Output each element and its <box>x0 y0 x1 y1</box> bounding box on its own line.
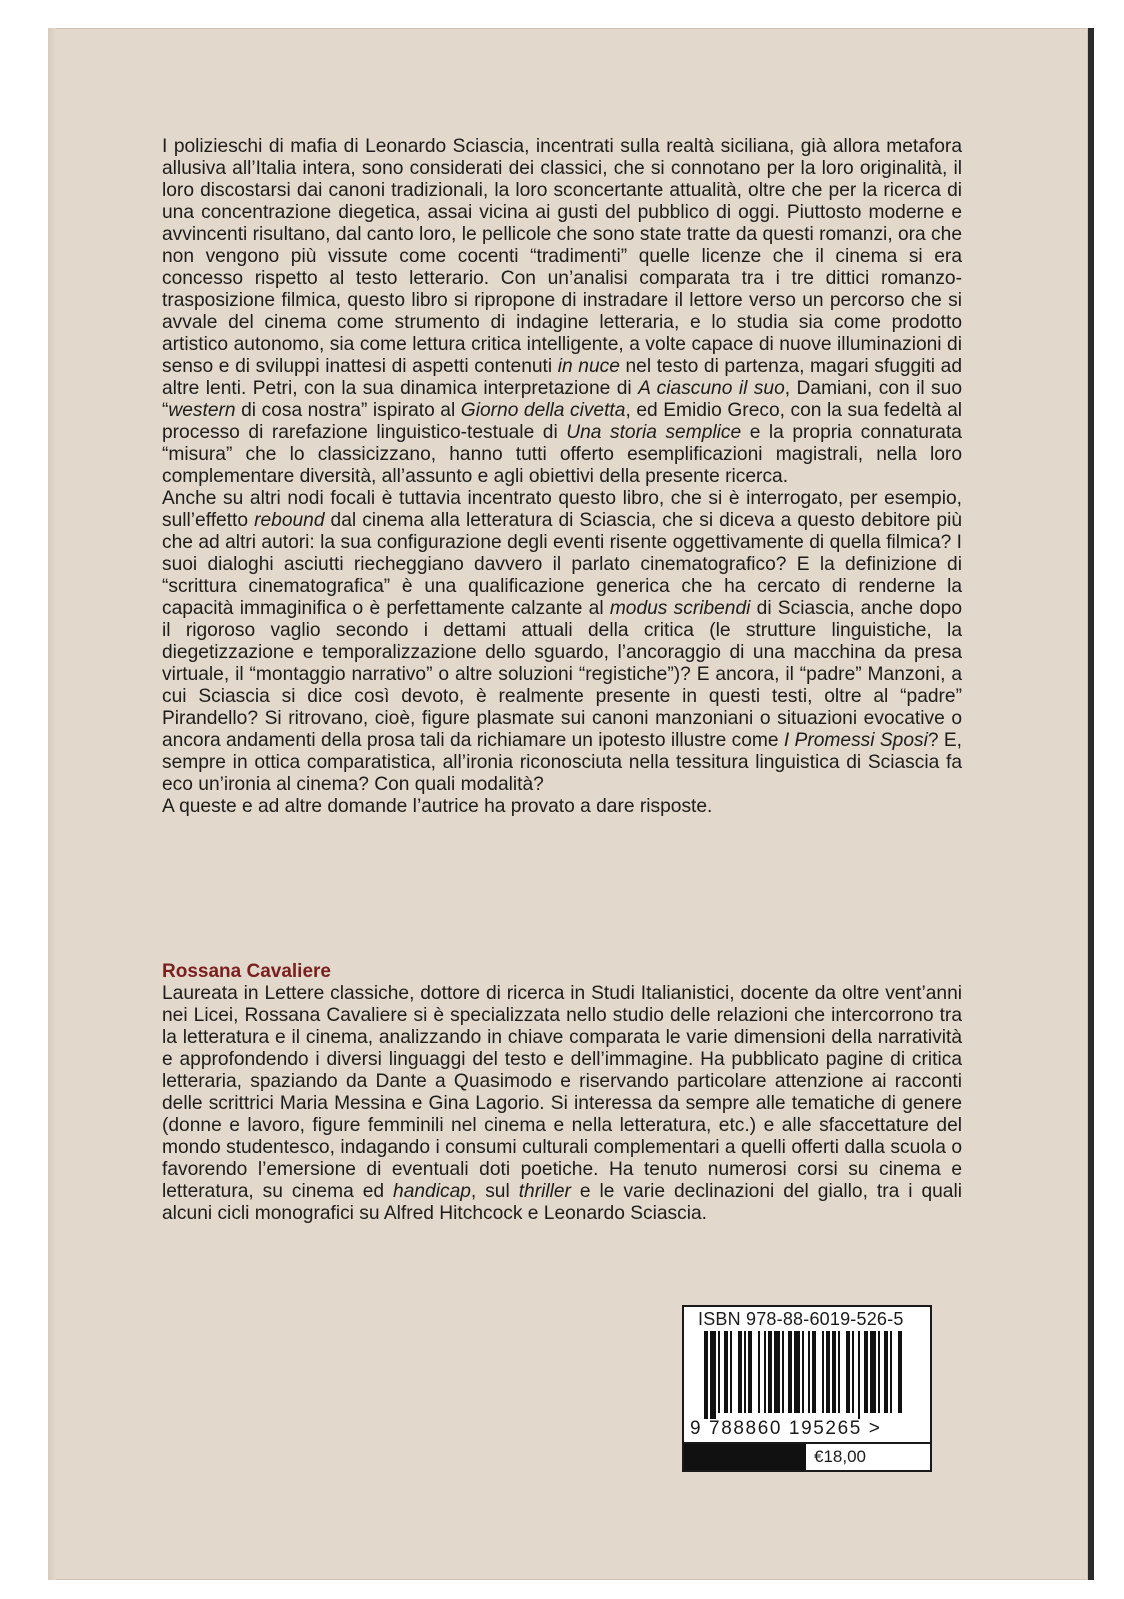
barcode-digits: 9 788860 195265 > <box>690 1418 882 1439</box>
author-bio-text <box>162 983 962 1225</box>
isbn-label: ISBN 978-88-6019-526-5 <box>698 1309 904 1329</box>
text-run: , Damiani, con il suo “ <box>162 378 962 421</box>
text-run: ? E, sempre in ottica comparatistica, all’ironia riconosciuta nella tessitura linguistica di Sciascia fa eco un’ironia al cinema? Con quali modalità? <box>162 730 962 795</box>
italic-run: thriller <box>518 1181 571 1202</box>
italic-run: modus scribendi <box>609 598 751 619</box>
italic-run: I Promessi Sposi <box>783 730 928 751</box>
author-name: Rossana Cavaliere <box>162 961 331 982</box>
text-run: di Sciascia, anche dopo il rigoroso vaglio secondo i dettami attuali della critica (le strutture linguistiche, la diegetizzazione e temporalizzazione dello sguardo, l’ancoraggio di una macchina da presa virtuale, il “montaggio narrativo” o altre soluzioni “registiche”)? E ancora, il “padre” Manzoni, a cui Sciascia si dice così devoto, è realmente presente in questi testi, oltre al “padre” Pirandello? Si ritrovano, cioè, figure plasmate sui canoni manzoniani o situazioni evocative o ancora andamenti della prosa tali da richiamare un ipotesto illustre come <box>162 598 962 751</box>
price-label: €18,00 <box>814 1447 866 1466</box>
italic-run: Una storia semplice <box>566 422 742 443</box>
price-box <box>682 1442 932 1472</box>
synopsis-paragraph-1 <box>162 136 962 488</box>
price-black-band <box>684 1444 806 1470</box>
book-spine-edge <box>48 28 56 1580</box>
text-run: , ed Emidio Greco, con la sua fedeltà al processo di rarefazione linguistico-testuale di <box>162 400 963 443</box>
text-run: I polizieschi di mafia di Leonardo Sciascia, incentrati sulla realtà siciliana, già allora metafora allusiva all’Italia intera, sono considerati dei classici, che si connotano per la loro originalità, il loro discostarsi dai canoni tradizionali, la loro sconcertante attualità, oltre che per la ricerca di una concentrazione diegetica, assai vicina ai gusti del pubblico di oggi. Piuttosto moderne e avvincenti risultano, dal canto loro, le pellicole che sono state tratte da questi romanzi, ora che non vengono più vissute come cocenti “tradimenti” quelle licenze che il cinema si era concesso rispetto al testo letterario. Con un’analisi comparata tra i tre dittici romanzo-trasposizione filmica, questo libro si ripropone di instradare il lettore verso un percorso che si avvale del cinema come strumento di indagine letteraria, e lo studia sia come prodotto artistico autonomo, sia come lettura critica intelligente, a volte capace di nuove illuminazioni di senso e di sviluppi inattesi di aspetti contenuti <box>162 136 962 377</box>
italic-run: Giorno della civetta <box>460 400 626 421</box>
synopsis <box>162 136 962 818</box>
text-run: nel testo di partenza, magari sfuggiti ad altre lenti. Petri, con la sua dinamica interpretazione di <box>162 356 963 399</box>
text-run: Laureata in Lettere classiche, dottore di ricerca in Studi Italianistici, docente da oltre vent’anni nei Licei, Rossana Cavaliere si è specializzata nello studio delle relazioni che intercorrono tra la letteratura e il cinema, analizzando in chiave comparata le varie dimensioni della narratività e approfondendo i diversi linguaggi del testo e dell’immagine. Ha pubblicato pagine di critica letteraria, spaziando da Dante a Quasimodo e riservando particolare attenzione ai racconti delle scrittrici Maria Messina e Gina Lagorio. Si interessa da sempre alle tematiche di genere (donne e lavoro, figure femminili nel cinema e nella letteratura, etc.) e alle sfaccettature del mondo studentesco, indagando i consumi culturali complementari a quelli offerti dalla scuola o favorendo l’emersione di eventuali doti poetiche. Ha tenuto numerosi corsi su cinema e letteratura, su cinema ed <box>162 983 962 1202</box>
text-run: , sul <box>470 1181 519 1202</box>
barcode-box <box>682 1305 932 1445</box>
text-run: e le varie declinazioni del giallo, tra i quali alcuni cicli monografici su Alfred Hitchcock e Leonardo Sciascia. <box>162 1181 962 1224</box>
synopsis-paragraph-2 <box>162 488 962 796</box>
italic-run: A ciascuno il suo <box>638 378 785 399</box>
author-bio <box>162 983 962 1225</box>
text-run: Anche su altri nodi focali è tuttavia incentrato questo libro, che si è interrogato, per esempio, sull’effetto <box>162 488 962 531</box>
italic-run: in nuce <box>557 356 620 377</box>
italic-run: western <box>168 400 236 421</box>
text-run: di cosa nostra” ispirato al <box>235 400 461 421</box>
text-run: dal cinema alla letteratura di Sciascia, che si diceva a questo debitore più che ad altri autori: la sua configurazione degli eventi risente oggettivamente di quella filmica? I suoi dialoghi asciutti riecheggiano davvero il parlato cinematografico? E la definizione di “scrittura cinematografica” è una qualificazione generica che ha cercato di renderne la capacità immaginifica o è perfettamente calzante al <box>162 510 962 619</box>
italic-run: handicap <box>393 1181 471 1202</box>
italic-run: rebound <box>254 510 325 531</box>
synopsis-paragraph-3: A queste e ad altre domande l’autrice ha provato a dare risposte. <box>162 796 713 817</box>
barcode-icon <box>694 1331 916 1419</box>
text-run: e la propria connaturata “misura” che lo classicizzano, hanno tutti offerto esemplificazioni magistrali, nella loro complementare diversità, all’assunto e agli obiettivi della presente ricerca. <box>162 422 962 487</box>
